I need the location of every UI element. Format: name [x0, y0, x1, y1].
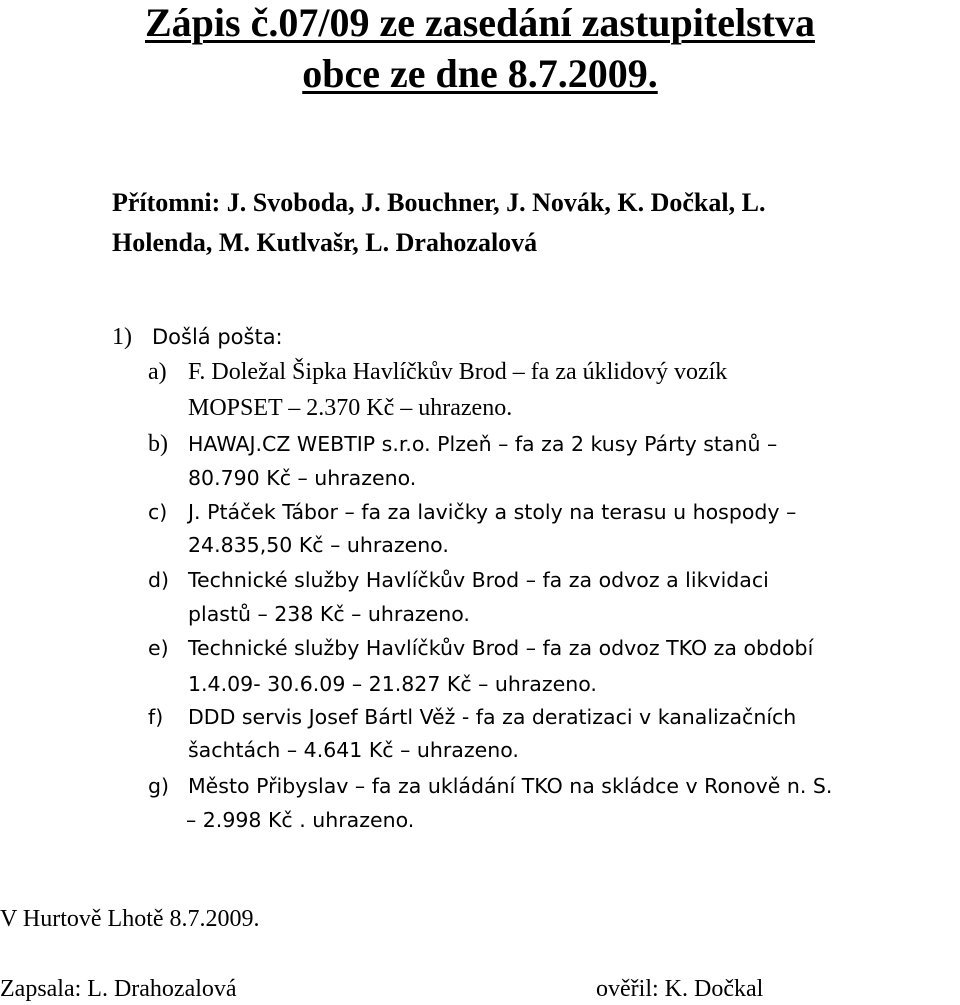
item-c-line2: 24.835,50 Kč – uhrazeno.: [188, 533, 449, 557]
item-f-marker: f): [148, 705, 164, 729]
document-title-line1: Zápis č.07/09 ze zasedání zastupitelstva: [145, 0, 815, 45]
item-d-marker: d): [148, 568, 170, 592]
item-e-line2: 1.4.09- 30.6.09 – 21.827 Kč – uhrazeno.: [188, 672, 597, 696]
section-heading: Došlá pošta:: [152, 325, 283, 349]
item-d-line2: plastů – 238 Kč – uhrazeno.: [188, 602, 470, 626]
item-f-line1: DDD servis Josef Bártl Věž - fa za deratizaci v kanalizačních: [188, 705, 797, 729]
attendees-line1: Přítomni: J. Svoboda, J. Bouchner, J. Novák, K. Dočkal, L.: [112, 188, 766, 217]
document-title-line2: obce ze dne 8.7.2009.: [302, 51, 658, 96]
item-f-line2: šachtách – 4.641 Kč – uhrazeno.: [188, 738, 519, 762]
item-b-line1: HAWAJ.CZ WEBTIP s.r.o. Plzeň – fa za 2 kusy Párty stanů –: [188, 432, 778, 456]
item-g-line1: Město Přibyslav – fa za ukládání TKO na skládce v Ronově n. S.: [188, 774, 833, 798]
place-and-date: V Hurtově Lhotě 8.7.2009.: [0, 906, 260, 932]
item-c-line1: J. Ptáček Tábor – fa za lavičky a stoly na terasu u hospody –: [188, 500, 797, 524]
verified-by: ověřil: K. Dočkal: [596, 976, 764, 1002]
item-a-line2: MOPSET – 2.370 Kč – uhrazeno.: [188, 395, 513, 421]
item-e-marker: e): [148, 636, 169, 660]
item-c-marker: c): [148, 500, 168, 524]
item-a-line1: F. Doležal Šipka Havlíčkův Brod – fa za úklidový vozík: [188, 359, 728, 385]
section-number: 1): [112, 324, 132, 350]
item-b-marker: b): [148, 431, 168, 457]
recorded-by: Zapsala: L. Drahozalová: [0, 976, 237, 1002]
item-e-line1: Technické služby Havlíčkův Brod – fa za odvoz TKO za období: [188, 636, 814, 660]
item-g-line2: – 2.998 Kč . uhrazeno.: [186, 808, 415, 832]
item-b-line2: 80.790 Kč – uhrazeno.: [188, 466, 417, 490]
item-g-marker: g): [148, 774, 170, 798]
item-d-line1: Technické služby Havlíčkův Brod – fa za odvoz a likvidaci: [188, 568, 769, 592]
attendees-line2: Holenda, M. Kutlvašr, L. Drahozalová: [112, 228, 538, 257]
item-a-marker: a): [148, 359, 167, 385]
